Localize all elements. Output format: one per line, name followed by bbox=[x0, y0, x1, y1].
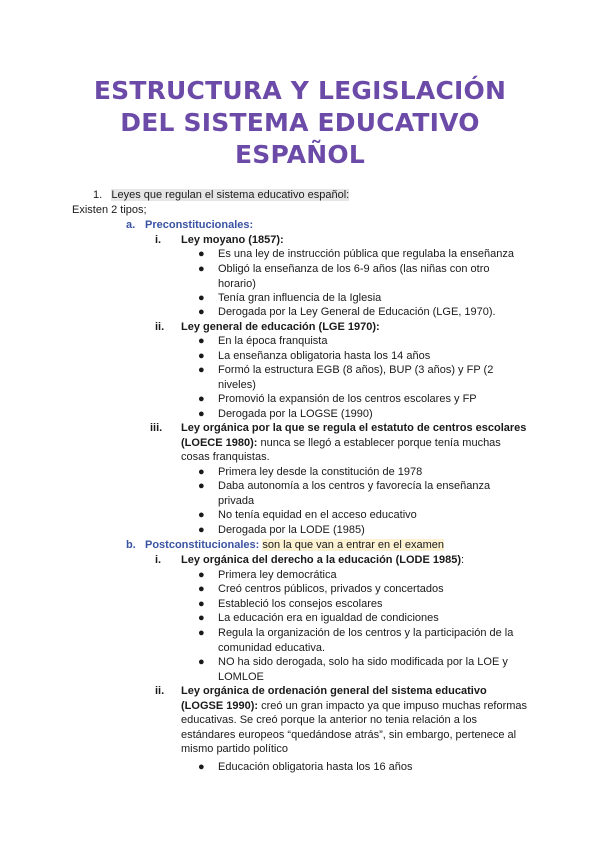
lode-heading: Ley orgánica del derecho a la educación (LODE 1985) bbox=[181, 554, 461, 566]
list-letter-a: a. bbox=[126, 219, 136, 231]
document-page: ESTRUCTURA Y LEGISLACIÓN DEL SISTEMA EDUCATIVO ESPAÑOL 1. Leyes que regulan el sistema educativo español: Existen 2 tipos; a. Preconstitucionales: i. Ley moyano (1857): ● Es una ley de instrucción pública que regulaba la enseñanza ● Obligó la enseñanza de los 6-9 años (las niñas con otro horario) ● Tenía gran influencia de la Iglesia ● Derogada por la Ley General de Educación (LGE, 1970). ii. Ley general de educación (LGE 1970): ● En la época franquista ● La enseñanza obligatoria hasta los 14 años ● Formó la estructura EGB (8 años), BUP (3 años) y FP (2 niveles) ● Promovió la expansión de los centros escolares y FP ● Derogada por la LOGSE (1990) iii. Ley orgánica por la que se regula el estatuto de centros escolares (LOECE 1980): nunca se llegó a establecer porque tenía muchas cosas franquistas. ● Primera ley desde la constitución de 1978 ● Daba autonomía a los centros y favorecía la enseñanza privada ● No tenía equidad en el acceso educativo ● Derogada por la LODE (1985) b. Postconstitucionales: son la que van a entrar en el examen i. Ley orgánica del derecho a la educación (LODE 1985): ● Primera ley democrática ● Creó centros públicos, privados y concertados ● Estableció los consejos escolares ● La educación era en igualdad de condiciones ● Regula la organización de los centros y la participación de la comunidad educativa. ● NO ha sido derogada, solo ha sido modificada por la LOE y LOMLOE ii. Ley orgánica de ordenación general del sistema educativo (LOGSE 1990): creó un gran impacto ya que impuso muchas reformas educativas. Se creó porque la anterior no tenia relación a los estándares europeos “quedándose atrás”, sin embargo, pertenece al mismo partido político ● Educación obligatoria hasta los 16 años bbox=[0, 0, 600, 848]
loece-heading: Ley orgánica por la que se regula el estatuto de centros escolares (LOECE 1980): bbox=[181, 422, 527, 449]
logse-paragraph bbox=[181, 684, 531, 757]
loece-text: nunca se llegó a establecer porque tenía muchas cosas franquistas. bbox=[181, 436, 501, 463]
bullet-icon: ● bbox=[198, 509, 205, 521]
document-title bbox=[0, 75, 600, 171]
loece-paragraph bbox=[181, 421, 531, 465]
title-line-3: ESPAÑOL bbox=[235, 140, 365, 169]
bullet-icon: ● bbox=[198, 335, 205, 347]
bullet-icon: ● bbox=[198, 393, 205, 405]
bullet-icon: ● bbox=[198, 263, 205, 275]
bullet-icon: ● bbox=[198, 583, 205, 595]
ley-moyano-heading: Ley moyano (1857): bbox=[181, 234, 284, 246]
bullet-icon: ● bbox=[198, 761, 205, 773]
bullet-icon: ● bbox=[198, 306, 205, 318]
bullet-icon: ● bbox=[198, 480, 205, 492]
lode-heading-line: Ley orgánica del derecho a la educación (LODE 1985): bbox=[181, 554, 465, 566]
bullet-icon: ● bbox=[198, 292, 205, 304]
bullet-icon: ● bbox=[198, 627, 205, 639]
exam-note: son la que van a entrar en el examen bbox=[262, 539, 444, 551]
section-1-text: Leyes que regulan el sistema educativo español: bbox=[111, 189, 350, 201]
bullet-icon: ● bbox=[198, 364, 205, 376]
title-line-2: DEL SISTEMA EDUCATIVO bbox=[120, 108, 480, 137]
preconstitucionales-label: Preconstitucionales: bbox=[145, 219, 254, 231]
bullet-icon: ● bbox=[198, 569, 205, 581]
section-1-intro: Existen 2 tipos; bbox=[72, 204, 147, 216]
bullet-icon: ● bbox=[198, 408, 205, 420]
bullet-icon: ● bbox=[198, 248, 205, 260]
title-line-1: ESTRUCTURA Y LEGISLACIÓN bbox=[93, 76, 507, 105]
numeral-a-i: i. bbox=[155, 234, 162, 246]
section-1-heading bbox=[93, 188, 349, 202]
logse-text: creó un gran impacto ya que impuso muchas reformas educativas. Se creó porque la anterior no tenia relación a los estándares europeos “quedándose atrás”, sin embargo, pertenece al mismo partido político bbox=[181, 699, 528, 755]
bullet-icon: ● bbox=[198, 656, 205, 668]
bullet-icon: ● bbox=[198, 612, 205, 624]
section-1-number: 1. bbox=[93, 189, 103, 201]
bullet-icon: ● bbox=[198, 466, 205, 478]
bullet-icon: ● bbox=[198, 598, 205, 610]
lge-heading: Ley general de educación (LGE 1970): bbox=[181, 321, 380, 333]
numeral-a-ii: ii. bbox=[155, 321, 165, 333]
bullet-icon: ● bbox=[198, 524, 205, 536]
numeral-b-i: i. bbox=[155, 554, 162, 566]
numeral-b-ii: ii. bbox=[155, 685, 165, 697]
list-letter-b: b. bbox=[126, 539, 136, 551]
bullet-icon: ● bbox=[198, 350, 205, 362]
postconstitucionales-label: Postconstitucionales: bbox=[145, 539, 260, 551]
logse-heading: Ley orgánica de ordenación general del sistema educativo (LOGSE 1990): bbox=[181, 685, 487, 712]
postconstitucionales-line bbox=[145, 538, 444, 552]
numeral-a-iii: iii. bbox=[150, 422, 163, 434]
